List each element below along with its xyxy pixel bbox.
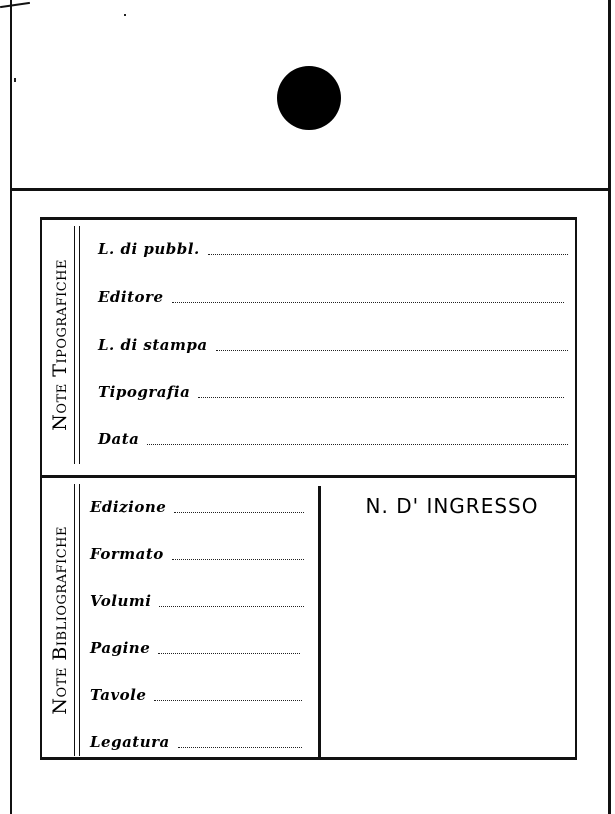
field-data[interactable]	[98, 430, 568, 448]
field-label: L. di stampa	[98, 336, 208, 354]
field-label: Tipografia	[98, 383, 191, 401]
field-luogo-stampa[interactable]	[98, 336, 568, 354]
field-edizione[interactable]	[90, 498, 304, 516]
catalog-form	[40, 217, 577, 760]
typographic-notes-label-box	[46, 226, 75, 464]
dotted-line	[172, 558, 304, 560]
bibliographic-notes-section	[42, 478, 575, 760]
field-luogo-pubblicazione[interactable]	[98, 240, 568, 258]
ingresso-number-label: N. D' INGRESSO	[365, 494, 539, 518]
field-volumi[interactable]	[90, 592, 304, 610]
field-legatura[interactable]	[90, 733, 302, 751]
field-label: Pagine	[90, 639, 151, 657]
field-tipografia[interactable]	[98, 383, 564, 401]
dotted-line	[174, 511, 304, 513]
speck	[124, 14, 126, 16]
bibliographic-notes-label: Note Bibliografiche	[49, 525, 71, 715]
dotted-line	[208, 253, 568, 255]
dotted-line	[159, 605, 304, 607]
dotted-line	[172, 301, 565, 303]
field-label: Legatura	[90, 733, 170, 751]
field-label: Editore	[98, 288, 164, 306]
label-rule	[79, 226, 81, 464]
card-left-edge	[10, 0, 12, 814]
punch-hole-icon	[277, 66, 341, 130]
card-right-edge	[608, 0, 611, 814]
dotted-line	[147, 443, 568, 445]
label-rule	[79, 484, 81, 756]
field-pagine[interactable]	[90, 639, 300, 657]
typographic-notes-section	[42, 220, 575, 475]
dotted-line	[158, 652, 300, 654]
dotted-line	[216, 349, 568, 351]
dotted-line	[198, 396, 564, 398]
column-divider	[318, 486, 321, 758]
dotted-line	[178, 746, 302, 748]
bibliographic-notes-label-box	[46, 484, 75, 756]
field-label: Data	[98, 430, 140, 448]
dotted-line	[154, 699, 302, 701]
typographic-notes-label: Note Tipografiche	[49, 259, 71, 431]
speck	[14, 78, 16, 82]
field-label: Volumi	[90, 592, 152, 610]
field-label: L. di pubbl.	[98, 240, 200, 258]
corner-mark	[0, 2, 30, 8]
field-formato[interactable]	[90, 545, 304, 563]
field-tavole[interactable]	[90, 686, 302, 704]
field-editore[interactable]	[98, 288, 564, 306]
field-label: Formato	[90, 545, 164, 563]
fold-line	[10, 188, 610, 191]
field-label: Tavole	[90, 686, 147, 704]
field-label: Edizione	[90, 498, 167, 516]
